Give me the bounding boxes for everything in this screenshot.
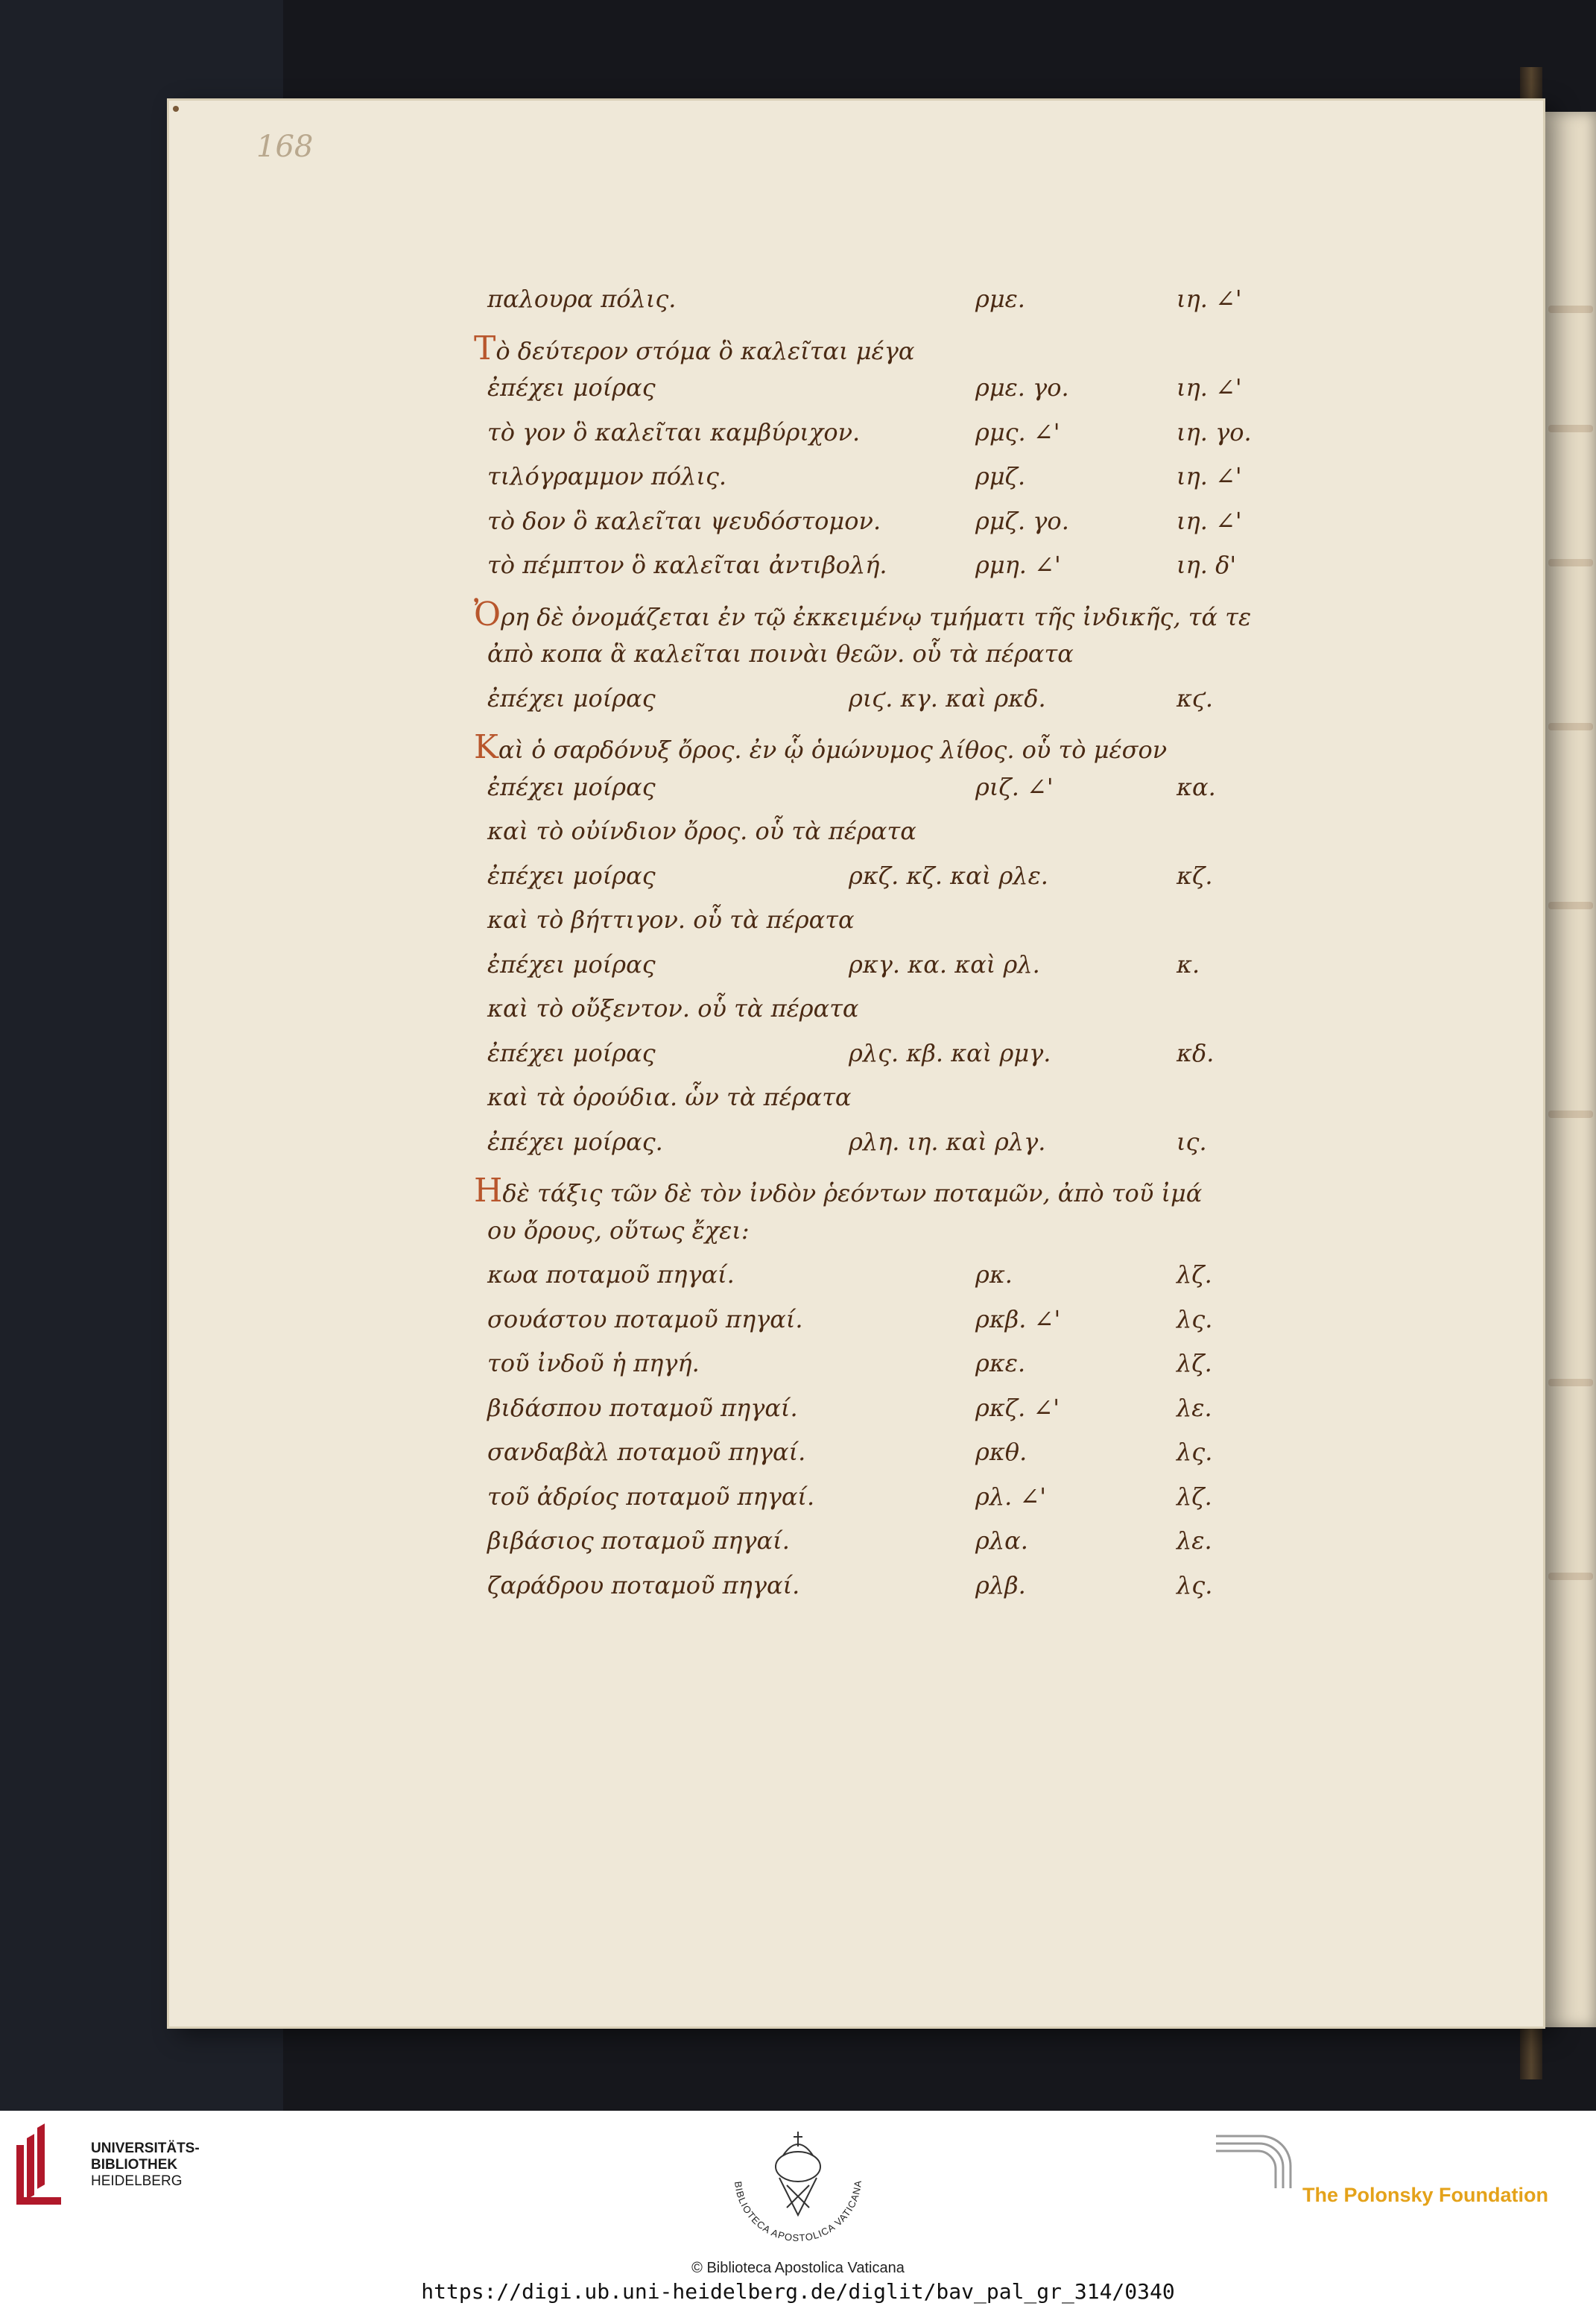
latitude-value: λζ. [1177,1260,1212,1289]
manuscript-page [167,98,1545,2029]
line-text [487,639,1074,668]
line-body: καὶ τὰ ὀρούδια. ὧν τὰ πέρατα [487,1083,852,1111]
longitude-value: ριϛ. κγ. καὶ ρκδ. [849,683,1046,713]
line-text [474,596,1251,634]
line-body: βιβάσιος ποταμοῦ πηγαί. [487,1526,790,1555]
line-body: τιλόγραμμον πόλις. [487,462,727,490]
polonsky-foundation-name[interactable]: The Polonsky Foundation [1302,2184,1548,2206]
line-text [474,329,914,367]
rubricated-initial: Κ [474,728,498,766]
line-body: σουάστου ποταμοῦ πηγαί. [487,1304,803,1333]
longitude-value: ριζ. ∠' [975,772,1054,801]
longitude-value: ρλα. [975,1526,1028,1555]
line-body: καὶ τὸ βήττιγον. οὗ τὰ πέρατα [487,906,855,934]
line-body: αὶ ὁ σαρδόνυξ ὄρος. ἐν ᾧ ὁμώνυμος λίθος. οὗ τὸ μέσον [498,736,1168,764]
line-text [474,1172,1202,1210]
line-body: καὶ τὸ οὐίνδιον ὄρος. οὗ τὰ πέρατα [487,817,916,845]
latitude-value: ις. [1177,1127,1207,1156]
longitude-value: ρλη. ιη. καὶ ρλγ. [849,1127,1046,1156]
line-text [487,1128,663,1156]
latitude-value: κζ. [1177,861,1213,890]
latitude-value: λς. [1177,1438,1213,1466]
longitude-value: ρκ. [975,1260,1013,1289]
rubricated-initial: Η [474,1172,503,1210]
copyright-notice: © Biblioteca Apostolica Vaticana [691,2260,905,2276]
line-text [474,728,1167,766]
latitude-value: λς. [1177,1304,1213,1333]
line-text [487,950,656,979]
line-body: δὲ τάξις τῶν δὲ τὸν ἰνδὸν ῥεόντων ποταμῶν, ἀπὸ τοῦ ἰμά [502,1179,1203,1207]
line-body: ἐπέχει μοίρας [487,772,656,801]
vatican-arc-text: BIBLIOTECA APOSTOLICA VATICANA [732,2179,864,2244]
line-body: τὸ πέμπτον ὃ καλεῖται ἀντιβολή. [487,551,887,579]
longitude-value: ρκγ. κα. καὶ ρλ. [849,950,1040,979]
latitude-value: ιη. ∠' [1177,373,1242,402]
line-body: ἐπέχει μοίρας. [487,1127,663,1156]
line-text [487,817,916,845]
latitude-value: λς. [1177,1570,1213,1599]
line-text [487,1305,803,1333]
line-text [487,1039,656,1067]
longitude-value: ρμη. ∠' [975,551,1061,579]
longitude-value: ρμς. ∠' [975,417,1060,446]
longitude-value: ρμζ. [975,462,1026,490]
line-body: τοῦ ἰνδοῦ ἡ πηγή. [487,1349,700,1377]
longitude-value: ρκε. [975,1349,1026,1377]
ub-line-1: UNIVERSITÄTS- [91,2141,200,2156]
latitude-value: ιη. γο. [1177,417,1252,446]
latitude-value: κα. [1177,772,1216,801]
longitude-value: ρμε. γο. [975,373,1069,402]
latitude-value: λζ. [1177,1482,1212,1511]
line-text [487,551,887,579]
footer [0,2111,1596,2306]
line-body: κωα ποταμοῦ πηγαί. [487,1260,735,1289]
latitude-value: κϛ. [1177,683,1214,713]
line-body: ἐπέχει μοίρας [487,861,656,890]
line-body: τὸ δον ὃ καλεῖται ψευδόστομον. [487,506,881,535]
line-text [487,285,676,313]
line-text [487,684,656,713]
polonsky-logo-icon[interactable] [1216,2129,1298,2188]
latitude-value: κδ. [1177,1038,1215,1067]
line-text [487,507,881,535]
line-body: ου ὄρους, οὕτως ἔχει: [487,1216,750,1245]
line-text [487,1349,700,1377]
line-text [487,994,859,1023]
line-text [487,1571,799,1599]
svg-text:BIBLIOTECA APOSTOLICA VATICANA [732,2179,864,2243]
line-body: ζαράδρου ποταμοῦ πηγαί. [487,1570,800,1599]
line-text [487,1083,852,1111]
line-body: ἐπέχει μοίρας [487,373,656,402]
ub-heidelberg-logo-icon[interactable] [16,2123,79,2205]
line-text [487,1526,790,1555]
line-text [487,462,726,490]
line-text [487,1394,798,1422]
folio-number: 168 [256,130,314,164]
longitude-value: ρμε. [975,285,1025,313]
line-text [487,1260,735,1289]
latitude-value: ιη. δ' [1177,551,1237,579]
ub-line-2: BIBLIOTHEK [91,2157,178,2173]
ink-dot [173,106,179,112]
line-body: τοῦ ἀδρίος ποταμοῦ πηγαί. [487,1482,815,1511]
rubricated-initial: Τ [474,329,496,367]
line-body: καὶ τὸ οὔξεντον. οὗ τὰ πέρατα [487,994,859,1023]
longitude-value: ρκζ. κζ. καὶ ρλε. [849,861,1048,890]
line-body: ἐπέχει μοίρας [487,683,656,713]
line-body: ὸ δεύτερον στόμα ὃ καλεῖται μέγα [495,336,915,365]
line-body: τὸ γον ὃ καλεῖται καμβύριχον. [487,417,861,446]
line-body: σανδαβὰλ ποταμοῦ πηγαί. [487,1438,806,1466]
latitude-value: κ. [1177,950,1200,979]
latitude-value: ιη. ∠' [1177,462,1242,490]
longitude-value: ρλβ. [975,1570,1026,1599]
line-text [487,1216,750,1245]
line-text [487,418,860,446]
line-body: ἐπέχει μοίρας [487,1038,656,1067]
line-text [487,906,855,934]
line-body: βιδάσπου ποταμοῦ πηγαί. [487,1393,798,1422]
longitude-value: ρλ. ∠' [975,1482,1047,1511]
latitude-value: ιη. ∠' [1177,506,1242,535]
line-text [487,373,656,402]
longitude-value: ρκζ. ∠' [975,1393,1060,1422]
line-body: ἀπὸ κοπα ἃ καλεῖται ποινὰι θεῶν. οὗ τὰ πέρατα [487,639,1074,668]
latitude-value: λε. [1177,1526,1212,1555]
line-text [487,773,656,801]
longitude-value: ρκβ. ∠' [975,1304,1061,1333]
line-body: παλουρα πόλις. [487,285,677,313]
vatican-library-seal-icon[interactable] [705,2126,891,2267]
ub-heidelberg-name[interactable] [91,2141,200,2190]
line-text [487,862,656,890]
page-url[interactable]: https://digi.ub.uni-heidelberg.de/diglit/bav_pal_gr_314/0340 [421,2279,1175,2304]
line-body: ρη δὲ ὀνομάζεται ἐν τῷ ἐκκειμένῳ τμήματι τῆς ἰνδικῆς, τά τε [501,602,1252,631]
latitude-value: λε. [1177,1393,1212,1422]
longitude-value: ρμζ. γο. [975,506,1069,535]
latitude-value: ιη. ∠' [1177,285,1242,313]
line-text [487,1482,814,1511]
rubricated-initial: Ὀ [474,595,501,634]
ub-line-3: HEIDELBERG [91,2173,183,2189]
line-text [487,1438,805,1466]
latitude-value: λζ. [1177,1349,1212,1377]
longitude-value: ρκθ. [975,1438,1027,1466]
line-body: ἐπέχει μοίρας [487,950,656,979]
longitude-value: ρλς. κβ. καὶ ρμγ. [849,1038,1051,1067]
